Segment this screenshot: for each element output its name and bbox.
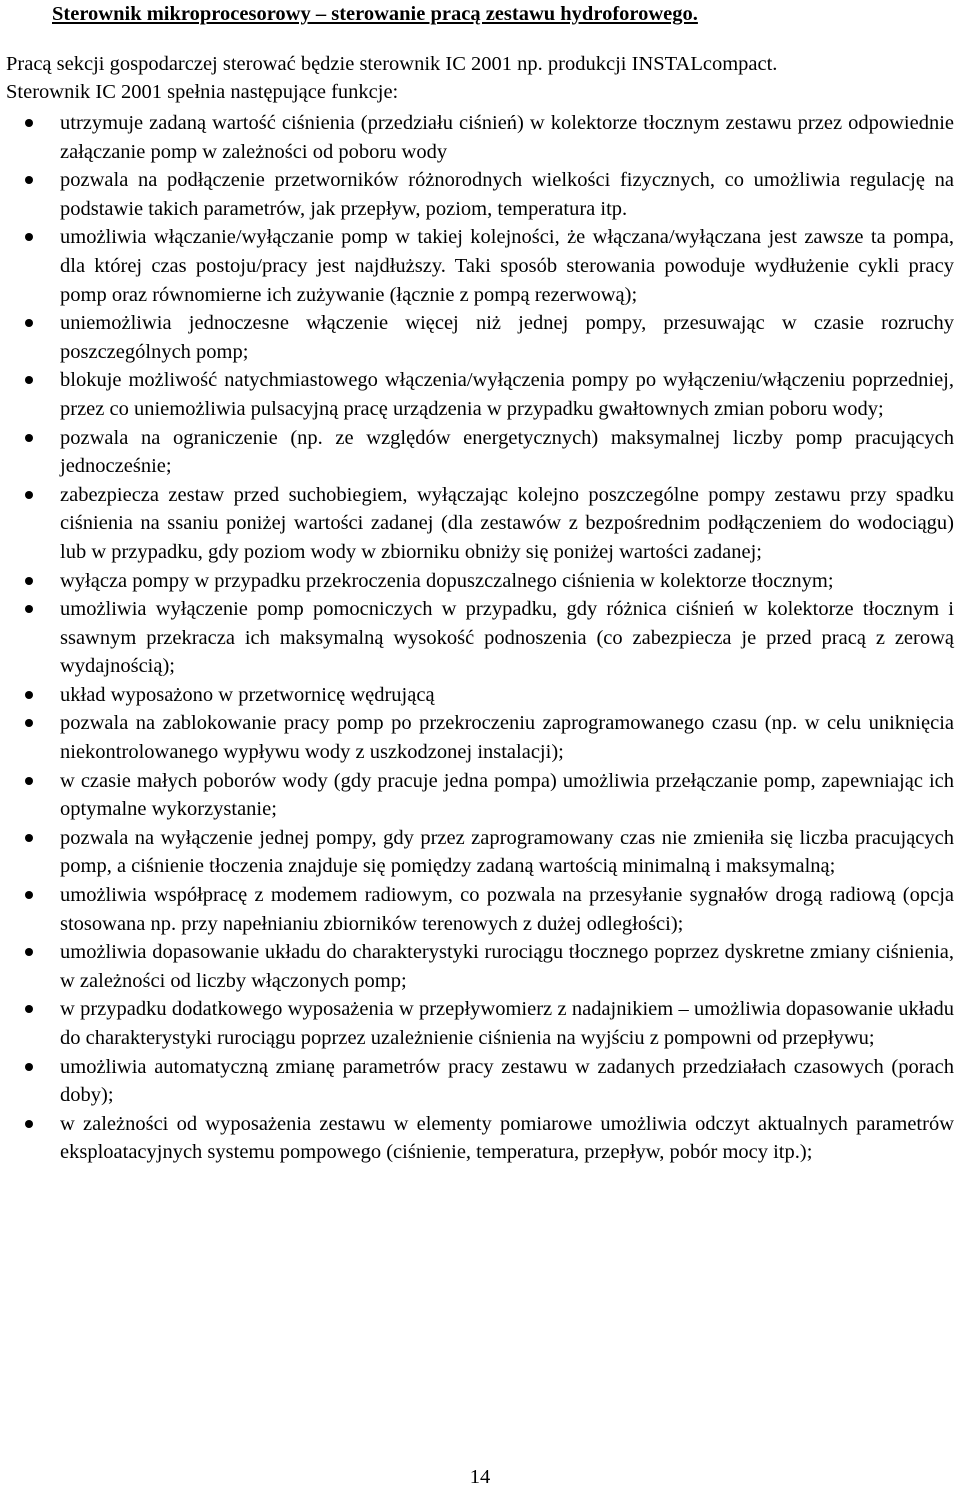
bullet-icon xyxy=(25,948,33,956)
function-list xyxy=(6,109,954,1167)
list-item-text: w czasie małych poborów wody (gdy pracuje jedna pompa) umożliwia przełączanie pomp, zapewniając ich optymalne wykorzystanie; xyxy=(60,769,954,821)
list-item-text: w zależności od wyposażenia zestawu w elementy pomiarowe umożliwia odczyt aktualnych parametrów eksploatacyjnych systemu pompowego (ciśnienie, temperatura, przepływ, pobór mocy itp.); xyxy=(60,1112,954,1164)
list-item-text: blokuje możliwość natychmiastowego włączenia/wyłączenia pompy po wyłączeniu/włączeniu poprzedniej, przez co uniemożliwia pulsacyjną pracę urządzenia w przypadku gwałtownych zmian poboru wody; xyxy=(60,369,954,420)
list-item xyxy=(6,767,954,824)
bullet-icon xyxy=(25,233,33,241)
list-item xyxy=(6,366,954,423)
list-item-text: umożliwia włączanie/wyłączanie pomp w takiej kolejności, że włączana/wyłączana jest zawsze ta pompa, dla której czas postoju/pracy jest najdłuższy. Taki sposób sterowania powoduje wydłużenie cykli pracy pomp oraz równomierne ich zużywanie (łącznie z pompą rezerwową); xyxy=(60,226,954,306)
list-item-text: wyłącza pompy w przypadku przekroczenia dopuszczalnego ciśnienia w kolektorze tłocznym; xyxy=(60,569,834,592)
list-item xyxy=(6,109,954,166)
intro-line: Pracą sekcji gospodarczej sterować będzie sterownik IC 2001 np. produkcji INSTALcompact. xyxy=(6,53,778,75)
list-item xyxy=(6,995,954,1052)
list-item-text: pozwala na ograniczenie (np. ze względów energetycznych) maksymalnej liczby pomp pracujących jednocześnie; xyxy=(60,426,954,478)
list-item-text: w przypadku dodatkowego wyposażenia w przepływomierz z nadajnikiem – umożliwia dopasowanie układu do charakterystyki rurociągu poprzez uzależnienie ciśnienia na wyjściu z pompowni od przepływu; xyxy=(60,998,954,1049)
bullet-icon xyxy=(25,434,33,442)
document-title: Sterownik mikroprocesorowy – sterowanie pracą zestawu hydroforowego. xyxy=(52,3,698,25)
list-item-text: układ wyposażono w przetwornicę wędrującą xyxy=(60,683,435,706)
bullet-icon xyxy=(25,719,33,727)
intro-paragraph xyxy=(6,50,954,106)
list-item xyxy=(6,595,954,681)
list-item-text: utrzymuje zadaną wartość ciśnienia (przedziału ciśnień) w kolektorze tłocznym zestawu przez odpowiednie załączanie pomp w zależności od poboru wody xyxy=(60,112,954,163)
intro-line: Sterownik IC 2001 spełnia następujące funkcje: xyxy=(6,81,399,104)
bullet-icon xyxy=(25,777,33,785)
bullet-icon xyxy=(25,176,33,184)
list-item xyxy=(6,424,954,481)
page-number: 14 xyxy=(469,1466,491,1488)
list-item xyxy=(6,309,954,366)
bullet-icon xyxy=(25,119,33,127)
bullet-icon xyxy=(25,376,33,384)
list-item-text: umożliwia automatyczną zmianę parametrów pracy zestawu w zadanych przedziałach czasowych (porach doby); xyxy=(60,1055,954,1107)
list-item xyxy=(6,1053,954,1110)
list-item xyxy=(6,223,954,309)
bullet-icon xyxy=(25,1063,33,1071)
list-item-text: umożliwia wyłączenie pomp pomocniczych w przypadku, gdy różnica ciśnień w kolektorze tłocznym i ssawnym przekracza ich maksymalną wysokość podnoszenia (co zabezpiecza je przed pracą z zerową wydajnością); xyxy=(60,598,954,678)
list-item xyxy=(6,481,954,567)
bullet-icon xyxy=(25,891,33,899)
bullet-icon xyxy=(25,605,33,613)
list-item xyxy=(6,881,954,938)
list-item xyxy=(6,824,954,881)
list-item xyxy=(6,567,954,596)
list-item-text: uniemożliwia jednoczesne włączenie więcej niż jednej pompy, przesuwając w czasie rozruchy poszczególnych pomp; xyxy=(60,312,954,363)
list-item-text: zabezpiecza zestaw przed suchobiegiem, wyłączając kolejno poszczególne pompy zestawu przy spadku ciśnienia na ssaniu poniżej wartości zadanej (dla zestawów z bezpośrednim podłączeniem do wodociągu) lub w przypadku, gdy poziom wody w zbiorniku obniży się poniżej wartości zadanej; xyxy=(60,483,954,563)
bullet-icon xyxy=(25,1005,33,1013)
list-item-text: pozwala na zablokowanie pracy pomp po przekroczeniu zaprogramowanego czasu (np. w celu uniknięcia niekontrolowanego wypływu wody z uszkodzonej instalacji); xyxy=(60,712,954,764)
list-item-text: umożliwia współpracę z modemem radiowym, co pozwala na przesyłanie sygnałów drogą radiową (opcja stosowana np. przy napełnianiu zbiorników terenowych z dużej odległości); xyxy=(60,884,954,935)
bullet-icon xyxy=(25,319,33,327)
bullet-icon xyxy=(25,491,33,499)
list-item xyxy=(6,681,954,710)
list-item xyxy=(6,166,954,223)
bullet-icon xyxy=(25,1120,33,1128)
list-item xyxy=(6,938,954,995)
list-item xyxy=(6,709,954,766)
bullet-icon xyxy=(25,691,33,699)
bullet-icon xyxy=(25,577,33,585)
bullet-icon xyxy=(25,834,33,842)
list-item-text: pozwala na wyłączenie jednej pompy, gdy przez zaprogramowany czas nie zmieniła się liczba pracujących pomp, a ciśnienie tłoczenia znajduje się pomiędzy zadaną wartością minimalną i maksymalną; xyxy=(60,826,954,878)
list-item-text: umożliwia dopasowanie układu do charakterystyki rurociągu tłocznego poprzez dyskretne zmiany ciśnienia, w zależności od liczby włączonych pomp; xyxy=(60,941,954,992)
list-item-text: pozwala na podłączenie przetworników różnorodnych wielkości fizycznych, co umożliwia regulację na podstawie takich parametrów, jak przepływ, poziom, temperatura itp. xyxy=(60,169,954,220)
list-item xyxy=(6,1110,954,1167)
